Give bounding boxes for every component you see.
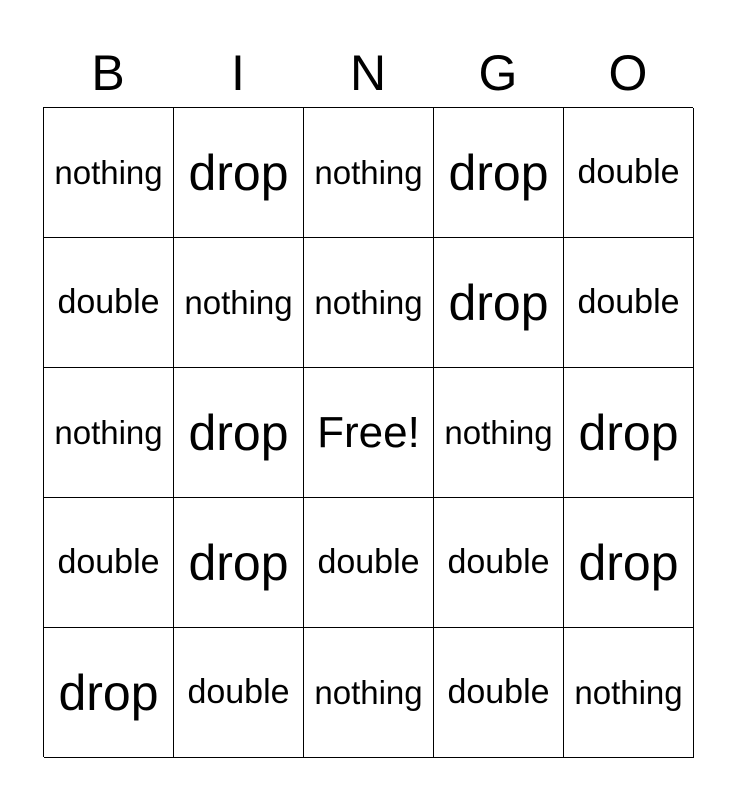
bingo-cell-r2-c2[interactable]: nothing (174, 238, 304, 368)
bingo-cell-r1-c4[interactable]: drop (434, 108, 564, 238)
bingo-cell-r3-c1[interactable]: nothing (44, 368, 174, 498)
bingo-cell-r3-c4[interactable]: nothing (434, 368, 564, 498)
bingo-cell-r5-c3[interactable]: nothing (304, 628, 434, 758)
bingo-cell-r2-c5[interactable]: double (564, 238, 694, 368)
bingo-cell-r1-c3[interactable]: nothing (304, 108, 434, 238)
bingo-cell-r4-c5[interactable]: drop (564, 498, 694, 628)
header-letter-o: O (608, 45, 648, 101)
bingo-cell-r5-c5[interactable]: nothing (564, 628, 694, 758)
bingo-cell-r2-c1[interactable]: double (44, 238, 174, 368)
bingo-cell-r3-c5[interactable]: drop (564, 368, 694, 498)
bingo-cell-r4-c1[interactable]: double (44, 498, 174, 628)
bingo-cell-r4-c4[interactable]: double (434, 498, 564, 628)
header-letter-b: B (91, 45, 125, 101)
bingo-cell-r5-c4[interactable]: double (434, 628, 564, 758)
header-letter-n: N (349, 45, 387, 101)
bingo-cell-r5-c1[interactable]: drop (44, 628, 174, 758)
bingo-board (43, 107, 693, 757)
bingo-header (43, 40, 693, 108)
bingo-cell-r4-c3[interactable]: double (304, 498, 434, 628)
bingo-cell-r5-c2[interactable]: double (174, 628, 304, 758)
bingo-cell-r1-c1[interactable]: nothing (44, 108, 174, 238)
bingo-cell-r3-c2[interactable]: drop (174, 368, 304, 498)
bingo-cell-r4-c2[interactable]: drop (174, 498, 304, 628)
header-letter-i: I (231, 45, 245, 101)
bingo-cell-r1-c5[interactable]: double (564, 108, 694, 238)
free-space-cell[interactable]: Free! (304, 368, 434, 498)
bingo-cell-r2-c4[interactable]: drop (434, 238, 564, 368)
bingo-cell-r2-c3[interactable]: nothing (304, 238, 434, 368)
bingo-cell-r1-c2[interactable]: drop (174, 108, 304, 238)
header-letter-g: G (478, 45, 518, 101)
